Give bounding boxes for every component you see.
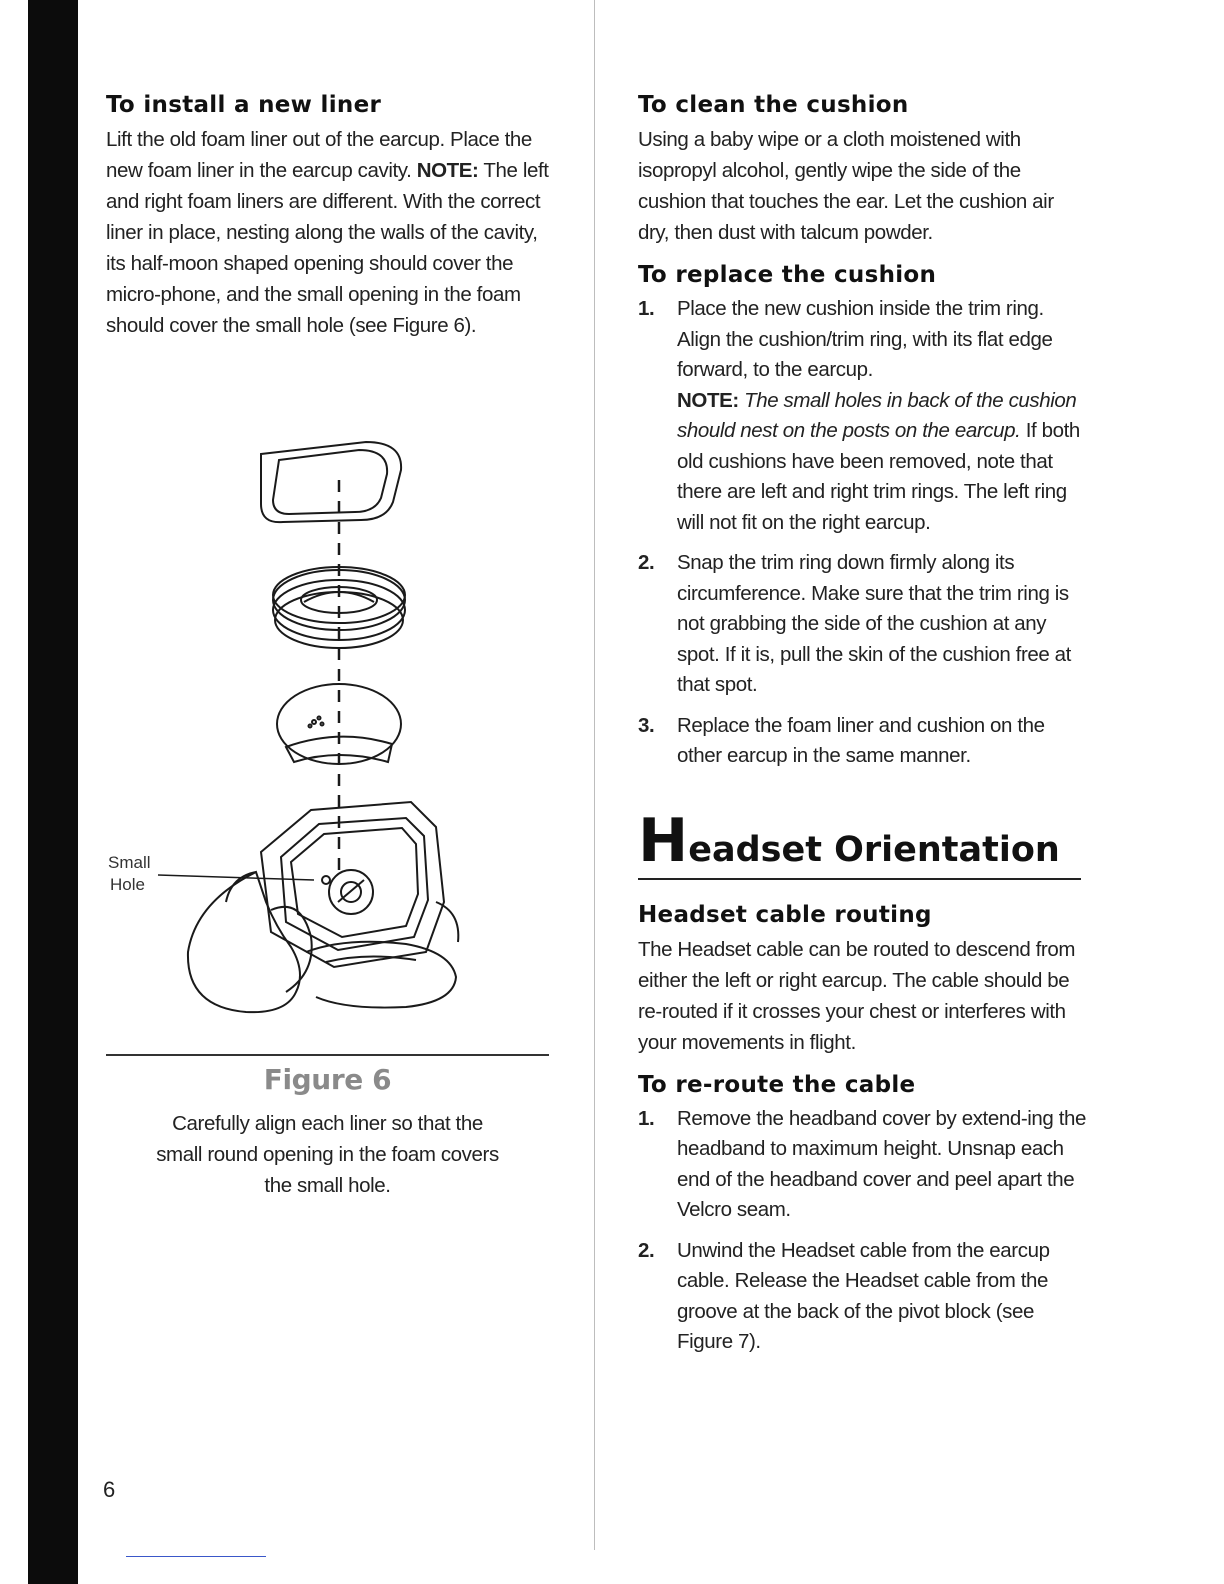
step-text: Replace the foam liner and cushion on the other earcup in the same manner. [677,713,1045,767]
page-number: 6 [103,1477,115,1502]
section-title-headset-orientation [638,805,1081,880]
replace-step-3 [638,711,1088,772]
cable-routing-text: The Headset cable can be routed to descend from either the left or right earcup. The cable should be re-routed if it crosses your chest or interferes with your movements in flight. [638,937,1076,1054]
step-text: Unwind the Headset cable from the earcup cable. Release the Headset cable from the groove at the back of the pivot block (see Figure 7). [677,1238,1050,1353]
install-liner-text-2: The left and right foam liners are different. With the correct liner in place, nesting along the walls of the cavity, its half-moon shaped opening should cover the micro-phone, and the small opening in the foam should cover the small hole (see Figure 6). [106,159,549,337]
step-number: 1. [638,1106,655,1130]
step-number: 2. [638,551,655,574]
right-column [638,92,1088,1368]
install-liner-text-1: Lift the old foam liner out of the earcup. Place the new foam liner in the earcup cavity. [106,128,532,182]
reroute-cable-steps [638,1104,1088,1358]
step-number: 2. [638,1238,655,1262]
step-text-continued: If both old cushions have been removed, note that there are left and right trim rings. The left ring will not fit on the right earcup. [677,419,1080,534]
earcup-drawing [188,802,458,1012]
replace-cushion-heading: To replace the cushion [638,262,937,288]
install-liner-heading: To install a new liner [106,92,382,118]
binding-edge [28,0,78,1584]
step-text: Place the new cushion inside the trim ring. Align the cushion/trim ring, with its flat edge forward, to the earcup. [677,297,1053,381]
figure-title: Figure 6 [263,1063,392,1096]
install-liner-text [106,124,556,341]
step-number: 1. [638,297,655,320]
left-column [106,92,556,341]
replace-cushion-steps [638,294,1088,772]
trim-ring-drawing [261,442,401,522]
step-number: 3. [638,713,655,737]
note-label: NOTE: [416,159,479,182]
section-title-initial: H [638,805,689,876]
reroute-cable-heading: To re-route the cable [638,1071,916,1098]
reroute-step-2 [638,1236,1088,1358]
step-text: Remove the headband cover by extend-ing the headband to maximum height. Unsnap each end of the headband cover and peel apart the Velcro seam. [677,1106,1087,1221]
page-gutter [594,0,595,1550]
small-hole-leader-line [158,875,314,880]
note-label: NOTE: [677,388,739,412]
clean-cushion-text: Using a baby wipe or a cloth moistened with isopropyl alcohol, gently wipe the side of the cushion that touches the ear. Let the cushion air dry, then dust with talcum powder. [638,128,1054,244]
replace-step-2 [638,548,1088,701]
bottom-edge-mark [126,1556,266,1557]
figure-divider [106,1054,549,1056]
figure-6-illustration [106,432,551,1022]
small-hole-label-line2: Hole [110,875,145,894]
step-text: Snap the trim ring down firmly along its circumference. Make sure that the trim ring is not grabbing the side of the cushion at any spot. If it is, pull the skin of the cushion free at that spot. [677,551,1071,696]
figure-caption: Carefully align each liner so that the small round opening in the foam covers the small hole. [156,1112,499,1197]
section-title-rest: eadset Orientation [688,829,1060,870]
clean-cushion-heading: To clean the cushion [638,92,909,118]
small-hole-label-line1: Small [108,853,151,872]
cable-routing-heading: Headset cable routing [638,901,932,928]
note-italic-text: The small holes in back of the cushion should nest on the posts on the earcup. [677,388,1077,442]
reroute-step-1 [638,1104,1088,1226]
replace-step-1 [638,294,1088,538]
